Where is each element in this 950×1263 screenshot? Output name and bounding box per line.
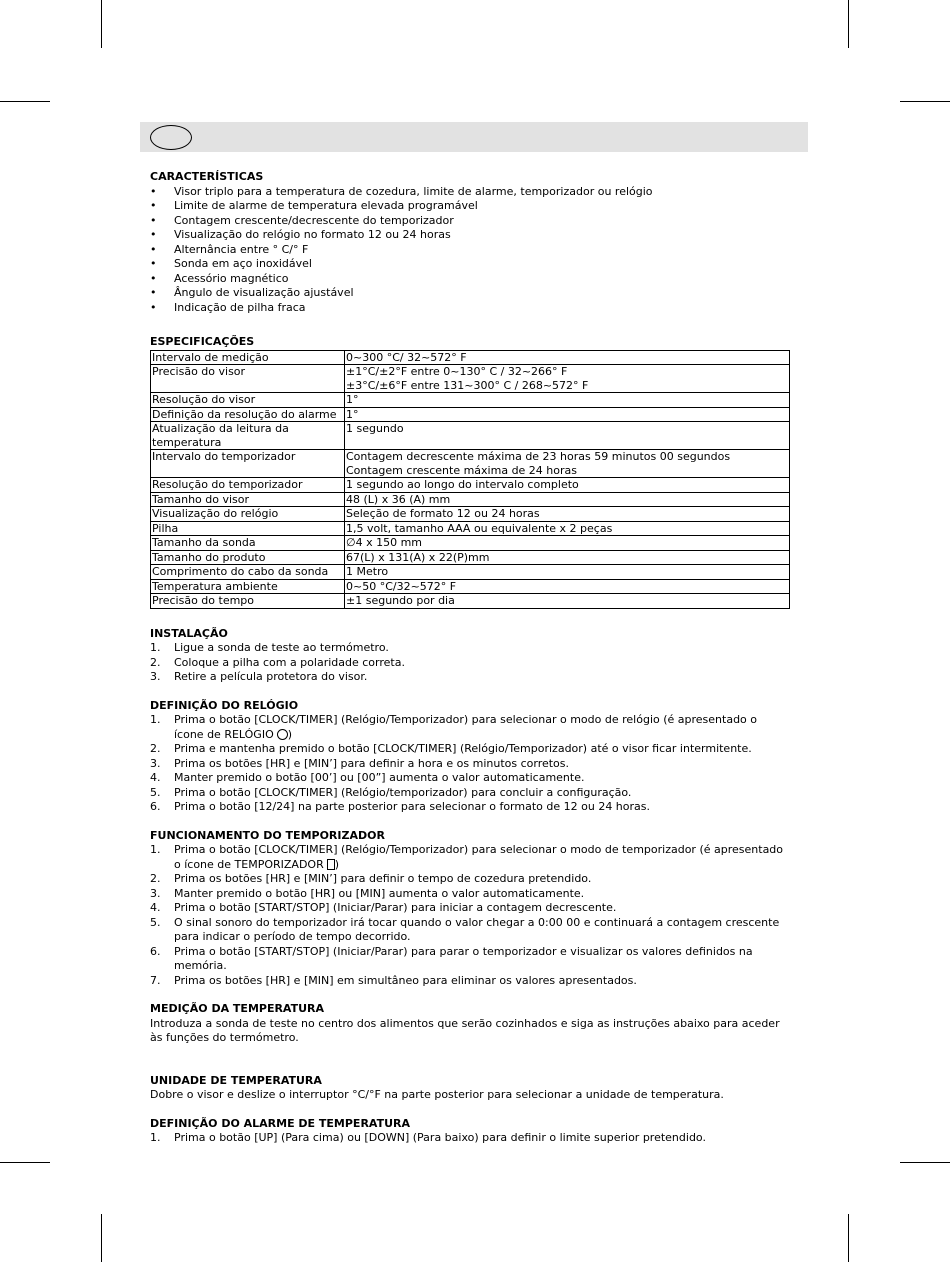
step-text: Manter premido o botão [00’] ou [00”] aumenta o valor automaticamente. <box>174 771 585 784</box>
list-item <box>150 901 790 916</box>
table-row <box>151 422 790 450</box>
language-badge <box>150 125 192 150</box>
step-text: Prima os botões [HR] e [MIN] em simultâneo para eliminar os valores apresentados. <box>174 973 637 987</box>
table-row <box>151 393 790 408</box>
list-item <box>150 1131 790 1146</box>
step-text: Prima os botões [HR] e [MIN’] para definir a hora e os minutos corretos. <box>174 756 570 770</box>
section-title: ESPECIFICAÇÕES <box>150 335 255 348</box>
section-title: MEDIÇÃO DA TEMPERATURA <box>150 1002 325 1015</box>
spec-value-line: ±3°C/±6°F entre 131~300° C / 268~572° F <box>346 378 589 392</box>
spec-value-line: ±1°C/±2°F entre 0~130° C / 32~266° F <box>346 365 568 378</box>
step-text: Coloque a pilha com a polaridade correta. <box>174 655 405 669</box>
section-title: CARACTERÍSTICAS <box>150 170 264 183</box>
list-item <box>150 713 790 742</box>
step-number: 6. <box>150 800 161 813</box>
step-number: 6. <box>150 944 161 958</box>
section-especificacoes <box>150 335 790 609</box>
list-item <box>150 641 790 656</box>
section-title: INSTALAÇÃO <box>150 626 228 640</box>
list-item: • Acessório magnético <box>150 272 790 287</box>
step-number: 5. <box>150 915 161 929</box>
list-item: • Alternância entre ° C/° F <box>150 243 790 258</box>
step-text: O sinal sonoro do temporizador irá tocar quando o valor chegar a 0:00 00 e continuará a contagem crescente para indicar o período de tempo decorrido. <box>174 915 780 943</box>
header-bar <box>140 122 808 152</box>
list-item: • Ângulo de visualização ajustável <box>150 286 790 301</box>
spec-label: Temperatura ambiente <box>151 579 345 594</box>
clock-icon <box>277 729 288 740</box>
list-item <box>150 843 790 872</box>
spec-value <box>345 450 790 478</box>
step-number: 3. <box>150 670 161 683</box>
step-number: 7. <box>150 973 161 987</box>
step-number: 3. <box>150 756 161 770</box>
section-unidade <box>150 1074 790 1103</box>
spec-value: 67(L) x 131(A) x 22(P)mm <box>345 550 790 565</box>
table-row <box>151 450 790 478</box>
spec-value-line: Contagem crescente máxima de 24 horas <box>346 463 577 477</box>
spec-label: Precisão do visor <box>151 365 345 393</box>
spec-value: ±1 segundo por dia <box>345 594 790 609</box>
list-item: • Sonda em aço inoxidável <box>150 257 790 272</box>
table-row <box>151 536 790 551</box>
section-title: FUNCIONAMENTO DO TEMPORIZADOR <box>150 828 385 842</box>
spec-label: Atualização da leitura da temperatura <box>151 422 345 450</box>
section-temporizador <box>150 829 790 989</box>
spec-label: Tamanho do visor <box>151 492 345 507</box>
section-title: DEFINIÇÃO DO RELÓGIO <box>150 698 299 712</box>
step-text: Prima o botão [UP] (Para cima) ou [DOWN] (Para baixo) para definir o limite superior pretendido. <box>174 1131 706 1144</box>
list-item: • Indicação de pilha fraca <box>150 301 790 316</box>
crop-mark <box>0 101 50 102</box>
spec-value: ∅4 x 150 mm <box>345 536 790 551</box>
section-instalacao <box>150 627 790 685</box>
table-row <box>151 550 790 565</box>
paragraph: Dobre o visor e deslize o interruptor °C/°F na parte posterior para selecionar a unidade de temperatura. <box>150 1088 724 1101</box>
spec-label: Resolução do visor <box>151 393 345 408</box>
spec-label: Intervalo de medição <box>151 350 345 365</box>
spec-label: Comprimento do cabo da sonda <box>151 565 345 580</box>
spec-value: Seleção de formato 12 ou 24 horas <box>345 507 790 522</box>
spec-value: 48 (L) x 36 (A) mm <box>345 492 790 507</box>
step-text: Retire a película protetora do visor. <box>174 670 368 683</box>
step-text: Prima o botão [12/24] na parte posterior para selecionar o formato de 12 ou 24 horas. <box>174 800 651 813</box>
step-number: 1. <box>150 713 161 726</box>
section-title: DEFINIÇÃO DO ALARME DE TEMPERATURA <box>150 1116 410 1130</box>
section-alarme <box>150 1117 790 1146</box>
step-text: Ligue a sonda de teste ao termómetro. <box>174 641 389 654</box>
table-row <box>151 579 790 594</box>
spec-value <box>345 365 790 393</box>
step-number: 4. <box>150 901 161 914</box>
step-number: 1. <box>150 1131 161 1144</box>
list-item <box>150 670 790 685</box>
step-number: 4. <box>150 771 161 784</box>
table-row <box>151 594 790 609</box>
list-item <box>150 742 790 757</box>
spec-label: Definição da resolução do alarme <box>151 407 345 422</box>
section-caracteristicas <box>150 170 790 315</box>
crop-mark <box>900 1162 950 1163</box>
step-number: 1. <box>150 641 161 654</box>
section-medicao <box>150 1002 790 1046</box>
list-item <box>150 786 790 801</box>
step-number: 2. <box>150 655 161 669</box>
spec-value: 1 segundo <box>345 422 790 450</box>
table-row <box>151 478 790 493</box>
step-text: Prima o botão [START/STOP] (Iniciar/Parar) para iniciar a contagem decrescente. <box>174 901 617 914</box>
list-item <box>150 916 790 945</box>
table-row <box>151 507 790 522</box>
crop-mark <box>848 1214 849 1262</box>
spec-value: 1° <box>345 407 790 422</box>
spec-value: 0~300 °C/ 32~572° F <box>345 350 790 365</box>
crop-mark <box>848 0 849 48</box>
crop-mark <box>101 0 102 48</box>
step-text: Prima o botão [CLOCK/TIMER] (Relógio/Temporizador) para selecionar o modo de temporizador (é apresentado o ícone de TEMPORIZADOR <box>174 843 784 871</box>
step-number: 2. <box>150 872 161 885</box>
table-row <box>151 565 790 580</box>
list-item <box>150 656 790 671</box>
table-row <box>151 350 790 365</box>
list-item <box>150 974 790 989</box>
step-number: 3. <box>150 886 161 900</box>
spec-value: 1° <box>345 393 790 408</box>
spec-value-line: Contagem decrescente máxima de 23 horas 59 minutos 00 segundos <box>346 450 731 463</box>
crop-mark <box>900 101 950 102</box>
table-row <box>151 521 790 536</box>
step-text: Prima os botões [HR] e [MIN’] para definir o tempo de cozedura pretendido. <box>174 872 592 885</box>
list-item: • Visualização do relógio no formato 12 ou 24 horas <box>150 228 790 243</box>
step-number: 2. <box>150 742 161 755</box>
list-item <box>150 945 790 974</box>
step-list <box>150 1131 790 1146</box>
spec-value: 1 segundo ao longo do intervalo completo <box>345 478 790 493</box>
step-text: Prima o botão [CLOCK/TIMER] (Relógio/temporizador) para concluir a configuração. <box>174 785 632 799</box>
spec-label: Tamanho da sonda <box>151 536 345 551</box>
spec-label: Tamanho do produto <box>151 550 345 565</box>
hourglass-icon <box>327 859 335 870</box>
spec-table <box>150 350 790 609</box>
feature-list <box>150 185 790 316</box>
table-row <box>151 407 790 422</box>
step-text: Prima o botão [START/STOP] (Iniciar/Parar) para parar o temporizador e visualizar os valores definidos na memória. <box>174 944 753 972</box>
step-text: Manter premido o botão [HR] ou [MIN] aumenta o valor automaticamente. <box>174 886 585 900</box>
spec-label: Pilha <box>151 521 345 536</box>
list-item: • Contagem crescente/decrescente do temporizador <box>150 214 790 229</box>
spec-value: 1,5 volt, tamanho AAA ou equivalente x 2 peças <box>345 521 790 536</box>
spec-label: Precisão do tempo <box>151 594 345 609</box>
spec-value: 0~50 °C/32~572° F <box>345 579 790 594</box>
step-list <box>150 641 790 685</box>
step-text-suffix: ) <box>334 857 340 871</box>
spec-label: Intervalo do temporizador <box>151 450 345 478</box>
list-item <box>150 887 790 902</box>
step-text: Prima o botão [CLOCK/TIMER] (Relógio/Temporizador) para selecionar o modo de relógio (é apresentado o ícone de RELÓGIO <box>174 713 758 741</box>
table-row <box>151 492 790 507</box>
step-number: 1. <box>150 843 161 856</box>
step-text: Prima e mantenha premido o botão [CLOCK/TIMER] (Relógio/Temporizador) até o visor ficar intermitente. <box>174 742 752 755</box>
section-relogio <box>150 699 790 815</box>
list-item: • Limite de alarme de temperatura elevada programável <box>150 199 790 214</box>
list-item <box>150 771 790 786</box>
step-number: 5. <box>150 785 161 799</box>
step-list <box>150 843 790 988</box>
spec-value: 1 Metro <box>345 565 790 580</box>
step-text-suffix: ) <box>287 727 293 741</box>
step-list <box>150 713 790 815</box>
document-body <box>150 170 790 1160</box>
crop-mark <box>101 1214 102 1262</box>
list-item <box>150 872 790 887</box>
spec-label: Resolução do temporizador <box>151 478 345 493</box>
section-title: UNIDADE DE TEMPERATURA <box>150 1073 322 1087</box>
list-item <box>150 800 790 815</box>
table-row <box>151 365 790 393</box>
paragraph: Introduza a sonda de teste no centro dos alimentos que serão cozinhados e siga as instruções abaixo para aceder às funções do termómetro. <box>150 1016 780 1044</box>
crop-mark <box>0 1162 50 1163</box>
list-item <box>150 757 790 772</box>
spec-label: Visualização do relógio <box>151 507 345 522</box>
list-item: • Visor triplo para a temperatura de cozedura, limite de alarme, temporizador ou relógio <box>150 185 790 200</box>
